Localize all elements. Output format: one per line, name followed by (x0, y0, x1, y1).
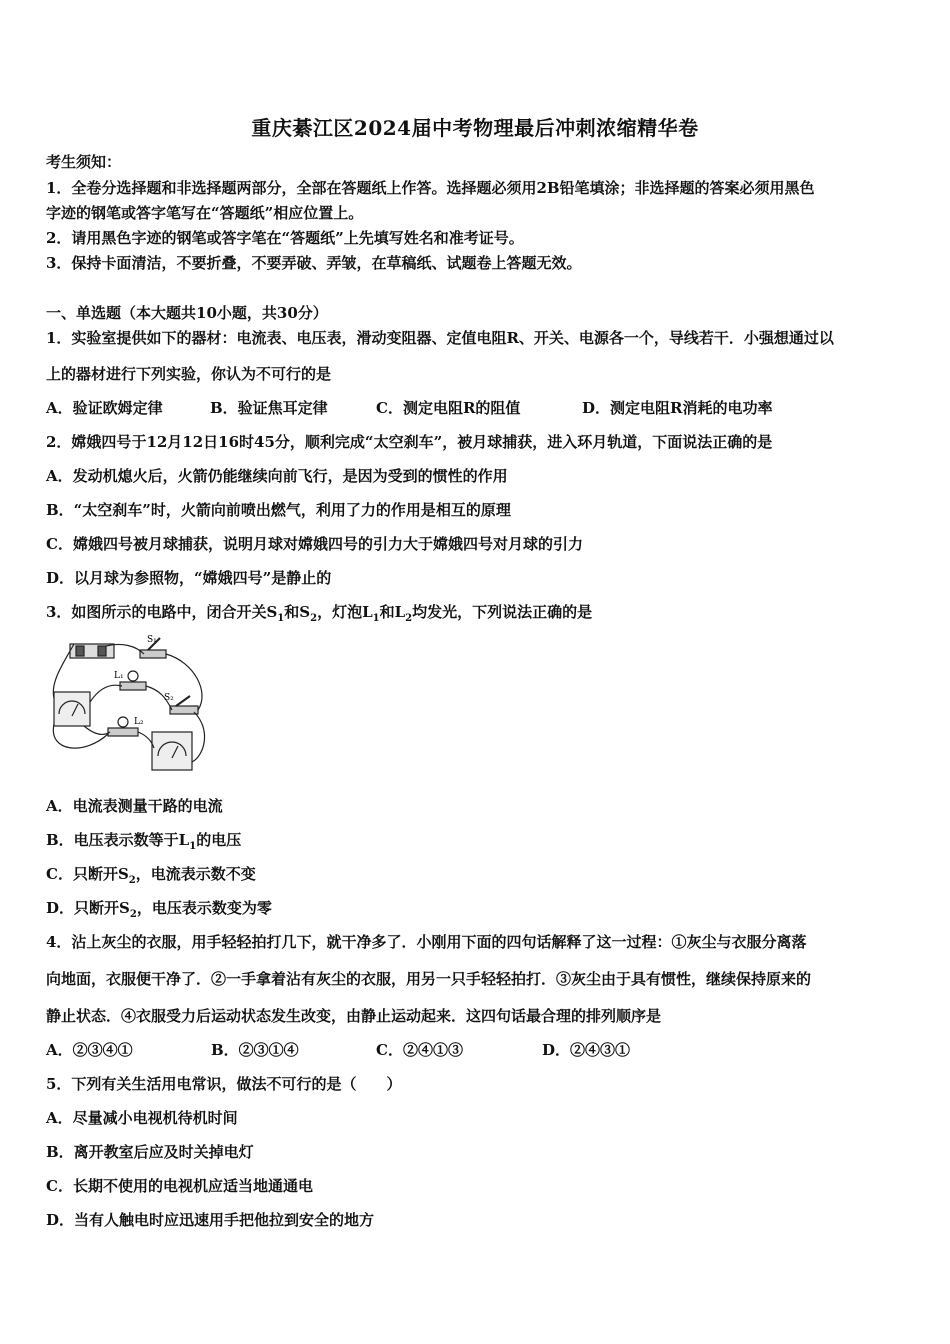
q5-option-a: A．尽量减小电视机待机时间 (46, 1109, 238, 1127)
q3-option-a: A．电流表测量干路的电流 (46, 797, 223, 815)
q5-option-d: D．当有人触电时应迅速用手把他拉到安全的地方 (46, 1211, 375, 1229)
label-l2: L₂ (134, 717, 144, 727)
q2-option-a: A．发动机熄火后，火箭仍能继续向前飞行，是因为受到的惯性的作用 (46, 467, 508, 485)
notice-heading: 考生须知： (46, 153, 122, 171)
q1-option-c: C．测定电阻R的阻值 (376, 399, 521, 417)
q1-stem-b: 上的器材进行下列实验，你认为不可行的是 (46, 365, 332, 383)
q1-option-a: A．验证欧姆定律 (46, 399, 163, 417)
lamp-l2-icon (108, 728, 138, 736)
notice-item-1b: 字迹的钢笔或答字笔写在“答题纸”相应位置上。 (46, 204, 364, 222)
section-heading: 一、单选题（本大题共10小题，共30分） (46, 304, 328, 322)
q5-option-b: B．离开教室后应及时关掉电灯 (46, 1143, 254, 1161)
q3-option-b: B．电压表示数等于$L_1$的电压 (46, 831, 242, 852)
q5-option-c: C．长期不使用的电视机应适当地通通电 (46, 1177, 313, 1195)
q4-option-c: C．②④①③ (376, 1041, 463, 1059)
q4-stem-b: 向地面，衣服便干净了．②一手拿着沾有灰尘的衣服，用另一只手轻轻拍打．③灰尘由于具有惯性，继续保持原来的 (46, 970, 812, 988)
notice-item-1a: 1．全卷分选择题和非选择题两部分，全部在答题纸上作答。选择题必须用2B铅笔填涂；非选择题的答案必须用黑色 (46, 179, 815, 197)
switch-s2-icon (170, 706, 198, 714)
notice-item-2: 2．请用黑色字迹的钢笔或答字笔在“答题纸”上先填写姓名和准考证号。 (46, 229, 524, 247)
q1-option-b: B．验证焦耳定律 (210, 399, 328, 417)
q1-option-d: D．测定电阻R消耗的电功率 (582, 399, 773, 417)
q2-option-b: B．“太空刹车”时，火箭向前喷出燃气，利用了力的作用是相互的原理 (46, 501, 511, 519)
circuit-diagram (44, 632, 214, 777)
q5-stem: 5．下列有关生活用电常识，做法不可行的是（ ） (46, 1075, 402, 1093)
q4-stem-c: 静止状态．④衣服受力后运动状态发生改变，由静止运动起来．这四句话最合理的排列顺序是 (46, 1007, 662, 1025)
label-s1: S₁ (147, 635, 157, 645)
q3-option-c: C．只断开$S_2$，电流表示数不变 (46, 865, 256, 886)
q3-option-d: D．只断开$S_2$，电压表示数变为零 (46, 899, 272, 920)
q2-option-d: D．以月球为参照物，“嫦娥四号”是静止的 (46, 569, 332, 587)
q2-option-c: C．嫦娥四号被月球捕获，说明月球对嫦娥四号的引力大于嫦娥四号对月球的引力 (46, 535, 583, 553)
q4-stem-a: 4．沾上灰尘的衣服，用手轻轻拍打几下，就干净多了．小刚用下面的四句话解释了这一过程：①灰尘与衣服分离落 (46, 933, 807, 951)
exam-title: 重庆綦江区2024届中考物理最后冲刺浓缩精华卷 (251, 116, 699, 140)
label-s2: S₂ (164, 693, 174, 703)
q3-stem: 3．如图所示的电路中，闭合开关$S_1$和$S_2$，灯泡$L_1$和$L_2$均发光，下列说法正确的是 (46, 603, 593, 624)
notice-item-3: 3．保持卡面清洁，不要折叠，不要弄破、弄皱，在草稿纸、试题卷上答题无效。 (46, 254, 582, 272)
q2-stem: 2．嫦娥四号于12月12日16时45分，顺利完成“太空刹车”，被月球捕获，进入环月轨道，下面说法正确的是 (46, 433, 773, 451)
q4-option-d: D．②④③① (542, 1041, 631, 1059)
q4-option-b: B．②③①④ (211, 1041, 299, 1059)
label-l1: L₁ (114, 671, 124, 681)
voltmeter-icon (152, 732, 192, 770)
lamp-l1-icon (120, 682, 146, 690)
q4-option-a: A．②③④① (46, 1041, 133, 1059)
q1-stem-a: 1．实验室提供如下的器材：电流表、电压表，滑动变阻器、定值电阻R、开关、电源各一个，导线若干．小强想通过以 (46, 329, 834, 347)
